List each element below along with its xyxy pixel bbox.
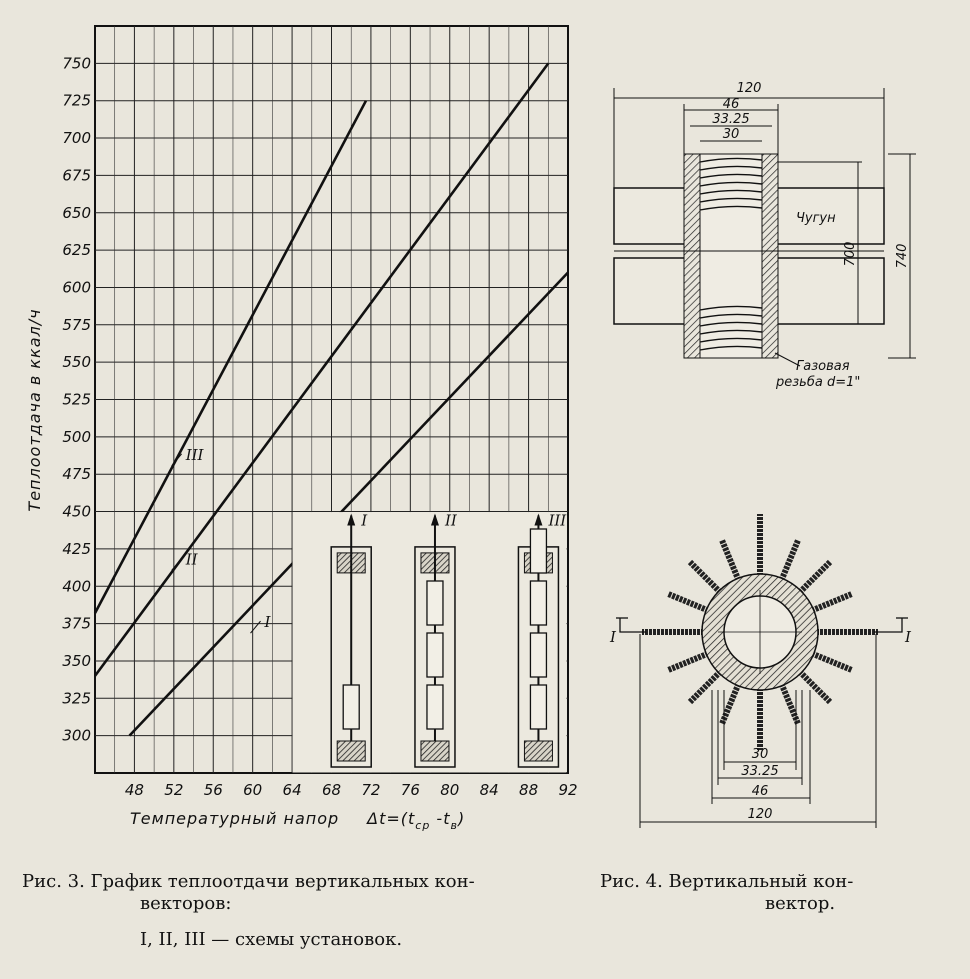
x-tick-label: 52 bbox=[164, 781, 184, 799]
scheme-convector bbox=[343, 685, 359, 729]
scheme-convector bbox=[427, 685, 443, 729]
series-label-I: I bbox=[264, 613, 271, 632]
scheme-convector bbox=[530, 633, 546, 677]
plan-dim-30: 30 bbox=[751, 747, 769, 762]
left-wall bbox=[684, 154, 700, 358]
x-tick-label: 56 bbox=[203, 781, 223, 799]
y-tick-label: 300 bbox=[62, 726, 91, 745]
x-tick-label: 88 bbox=[519, 781, 539, 799]
plan-dim-46: 46 bbox=[751, 784, 769, 799]
x-tick-label: 92 bbox=[558, 781, 578, 799]
scheme-bottom-block bbox=[421, 741, 449, 761]
material-label: Чугун bbox=[796, 211, 836, 226]
section-mark-right: I bbox=[905, 628, 911, 646]
x-tick-label: 84 bbox=[479, 781, 499, 799]
figure-4-caption bbox=[600, 871, 940, 915]
scheme-bottom-block bbox=[337, 741, 365, 761]
series-label-leader bbox=[251, 621, 261, 633]
series-label-II: II bbox=[185, 550, 198, 569]
thread-label-2: резьба d=1" bbox=[776, 375, 861, 390]
scheme-bottom-block bbox=[524, 741, 552, 761]
dim-700: 700 bbox=[843, 241, 858, 267]
y-tick-label: 700 bbox=[62, 129, 91, 148]
series-label-leader bbox=[172, 558, 182, 570]
scheme-label-III: III bbox=[548, 511, 567, 530]
installation-schemes bbox=[293, 512, 568, 773]
y-tick-label: 650 bbox=[62, 203, 91, 222]
y-tick-label: 400 bbox=[62, 577, 91, 596]
y-tick-label: 425 bbox=[62, 539, 91, 558]
x-axis-label: Температурный напор $\Delta t=(t_{ср}$ $-t_в$) bbox=[130, 809, 466, 832]
y-tick-label: 625 bbox=[62, 241, 91, 260]
y-tick-label: 675 bbox=[62, 166, 91, 185]
fig3-caption-line2: векторов: bbox=[140, 893, 232, 914]
fig3-caption-line3: I, II, III — схемы установок. bbox=[140, 929, 403, 950]
y-tick-label: 350 bbox=[62, 651, 91, 670]
series-label-III: III bbox=[185, 445, 204, 464]
dim-33-25: 33.25 bbox=[712, 112, 750, 127]
y-axis-ticks bbox=[62, 54, 91, 744]
scheme-label-I: I bbox=[361, 511, 368, 530]
y-tick-label: 525 bbox=[62, 390, 91, 409]
scheme-convector bbox=[530, 581, 546, 625]
x-tick-label: 72 bbox=[361, 781, 381, 799]
scheme-label-II: II bbox=[444, 511, 457, 530]
fig3-caption-line1: Рис. 3. График теплоотдачи вертикальных кон- bbox=[22, 871, 475, 892]
x-tick-label: 64 bbox=[282, 781, 302, 799]
series-label-leader bbox=[172, 454, 182, 466]
scheme-convector bbox=[427, 581, 443, 625]
y-tick-label: 375 bbox=[62, 614, 91, 633]
dim-30: 30 bbox=[722, 127, 740, 142]
dim-120: 120 bbox=[736, 81, 762, 96]
fig4-caption-line2: вектор. bbox=[765, 893, 836, 914]
dim-740: 740 bbox=[895, 243, 910, 269]
y-tick-label: 475 bbox=[62, 465, 91, 484]
dim-46: 46 bbox=[722, 97, 740, 112]
x-tick-label: 48 bbox=[124, 781, 144, 799]
plan-dim-33-25: 33.25 bbox=[741, 764, 779, 779]
right-wall bbox=[762, 154, 778, 358]
fig4-caption-line1: Рис. 4. Вертикальный кон- bbox=[600, 871, 854, 892]
x-tick-label: 68 bbox=[321, 781, 342, 799]
x-tick-label: 60 bbox=[243, 781, 263, 799]
scheme-convector bbox=[530, 529, 546, 573]
y-axis-label: Теплоотдача в ккал/ч bbox=[25, 308, 44, 512]
y-tick-label: 600 bbox=[62, 278, 91, 297]
scheme-convector bbox=[427, 633, 443, 677]
y-tick-label: 575 bbox=[62, 315, 91, 334]
figure-3-caption bbox=[22, 871, 582, 951]
thread-label-1: Газовая bbox=[796, 359, 850, 374]
y-tick-label: 500 bbox=[62, 427, 91, 446]
y-tick-label: 725 bbox=[62, 91, 91, 110]
x-axis-ticks bbox=[125, 781, 578, 799]
plan-dim-120: 120 bbox=[747, 807, 773, 822]
y-tick-label: 325 bbox=[62, 689, 91, 708]
y-tick-label: 450 bbox=[62, 502, 91, 521]
y-tick-label: 750 bbox=[62, 54, 91, 73]
y-tick-label: 550 bbox=[62, 353, 91, 372]
x-tick-label: 80 bbox=[440, 781, 460, 799]
convector-plan-drawing bbox=[600, 500, 970, 840]
convector-section-drawing bbox=[600, 70, 970, 400]
scheme-convector bbox=[530, 685, 546, 729]
section-mark-left: I bbox=[610, 628, 616, 646]
x-tick-label: 76 bbox=[400, 781, 420, 799]
